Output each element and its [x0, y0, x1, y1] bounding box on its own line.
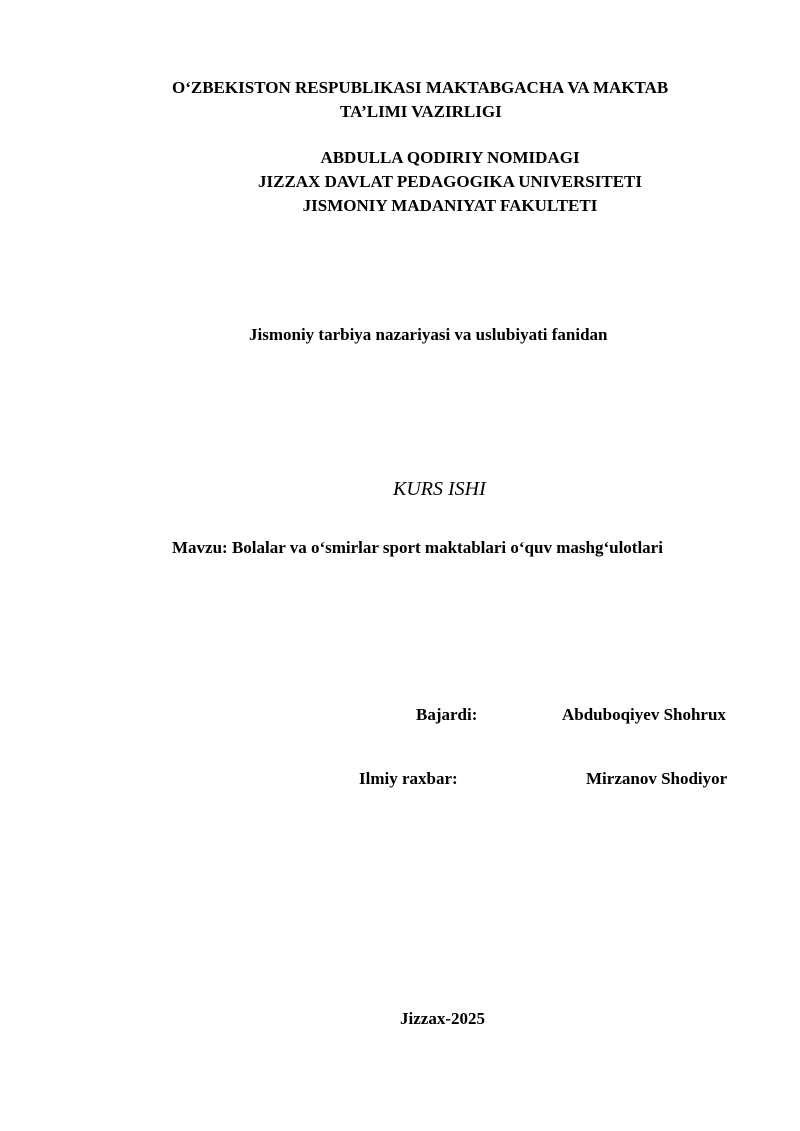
supervisor-name: Mirzanov Shodiyor — [586, 769, 728, 788]
ministry-line-1: O‘ZBEKISTON RESPUBLIKASI MAKTABGACHA VA MAKTAB — [172, 78, 669, 97]
university-line-1: ABDULLA QODIRIY NOMIDAGI — [320, 148, 580, 167]
university-line-2: JIZZAX DAVLAT PEDAGOGIKA UNIVERSITETI — [257, 172, 642, 191]
subject-line: Jismoniy tarbiya nazariyasi va uslubiyati fanidan — [249, 325, 608, 344]
supervisor-label: Ilmiy raxbar: — [359, 769, 458, 788]
topic-line: Mavzu: Bolalar va o‘smirlar sport maktablari o‘quv mashg‘ulotlari — [172, 538, 663, 557]
place-year: Jizzax-2025 — [400, 1009, 485, 1028]
performer-label: Bajardi: — [416, 705, 478, 724]
faculty-name: JISMONIY MADANIYAT FAKULTETI — [302, 196, 598, 215]
ministry-line-2: TA’LIMI VAZIRLIGI — [340, 102, 502, 121]
performer-name: Abduboqiyev Shohrux — [562, 705, 726, 724]
work-type-title: KURS ISHI — [393, 478, 486, 500]
